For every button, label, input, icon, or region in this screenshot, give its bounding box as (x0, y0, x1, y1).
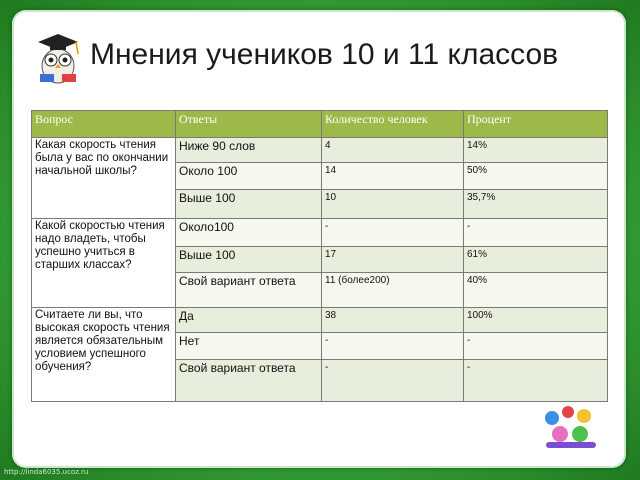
percent-cell: - (464, 333, 608, 360)
answer-cell: Свой вариант ответа (176, 273, 322, 308)
answer-cell: Ниже 90 слов (176, 138, 322, 163)
percent-cell: 14% (464, 138, 608, 163)
answer-cell: Свой вариант ответа (176, 360, 322, 402)
count-cell: 14 (322, 163, 464, 190)
answer-cell: Около 100 (176, 163, 322, 190)
count-cell: 10 (322, 190, 464, 219)
percent-cell: - (464, 219, 608, 247)
count-cell: 11 (более200) (322, 273, 464, 308)
header-percent: Процент (464, 111, 608, 138)
header-answers: Ответы (176, 111, 322, 138)
answer-cell: Около100 (176, 219, 322, 247)
question-cell: Считаете ли вы, что высокая скорость чтения является обязательным условием успешного обучения? (32, 308, 176, 402)
question-cell: Какая скорость чтения была у вас по окончании начальной школы? (32, 138, 176, 219)
count-cell: - (322, 219, 464, 247)
page-title: Мнения учеников 10 и 11 классов (90, 38, 559, 71)
percent-cell: 35,7% (464, 190, 608, 219)
toys-decoration-icon (540, 402, 602, 452)
percent-cell: 100% (464, 308, 608, 333)
count-cell: 38 (322, 308, 464, 333)
count-cell: - (322, 360, 464, 402)
answer-cell: Выше 100 (176, 247, 322, 273)
header-count: Количество человек (322, 111, 464, 138)
owl-scholar-icon (28, 26, 88, 86)
answer-cell: Да (176, 308, 322, 333)
count-cell: 4 (322, 138, 464, 163)
count-cell: - (322, 333, 464, 360)
answer-cell: Выше 100 (176, 190, 322, 219)
count-cell: 17 (322, 247, 464, 273)
answer-cell: Нет (176, 333, 322, 360)
survey-table (31, 110, 608, 402)
watermark: http://linda6035.ucoz.ru (4, 468, 89, 476)
percent-cell: 61% (464, 247, 608, 273)
header-question: Вопрос (32, 111, 176, 138)
percent-cell: - (464, 360, 608, 402)
percent-cell: 50% (464, 163, 608, 190)
question-cell: Какой скоростью чтения надо владеть, чтобы успешно учиться в старших классах? (32, 219, 176, 308)
percent-cell: 40% (464, 273, 608, 308)
